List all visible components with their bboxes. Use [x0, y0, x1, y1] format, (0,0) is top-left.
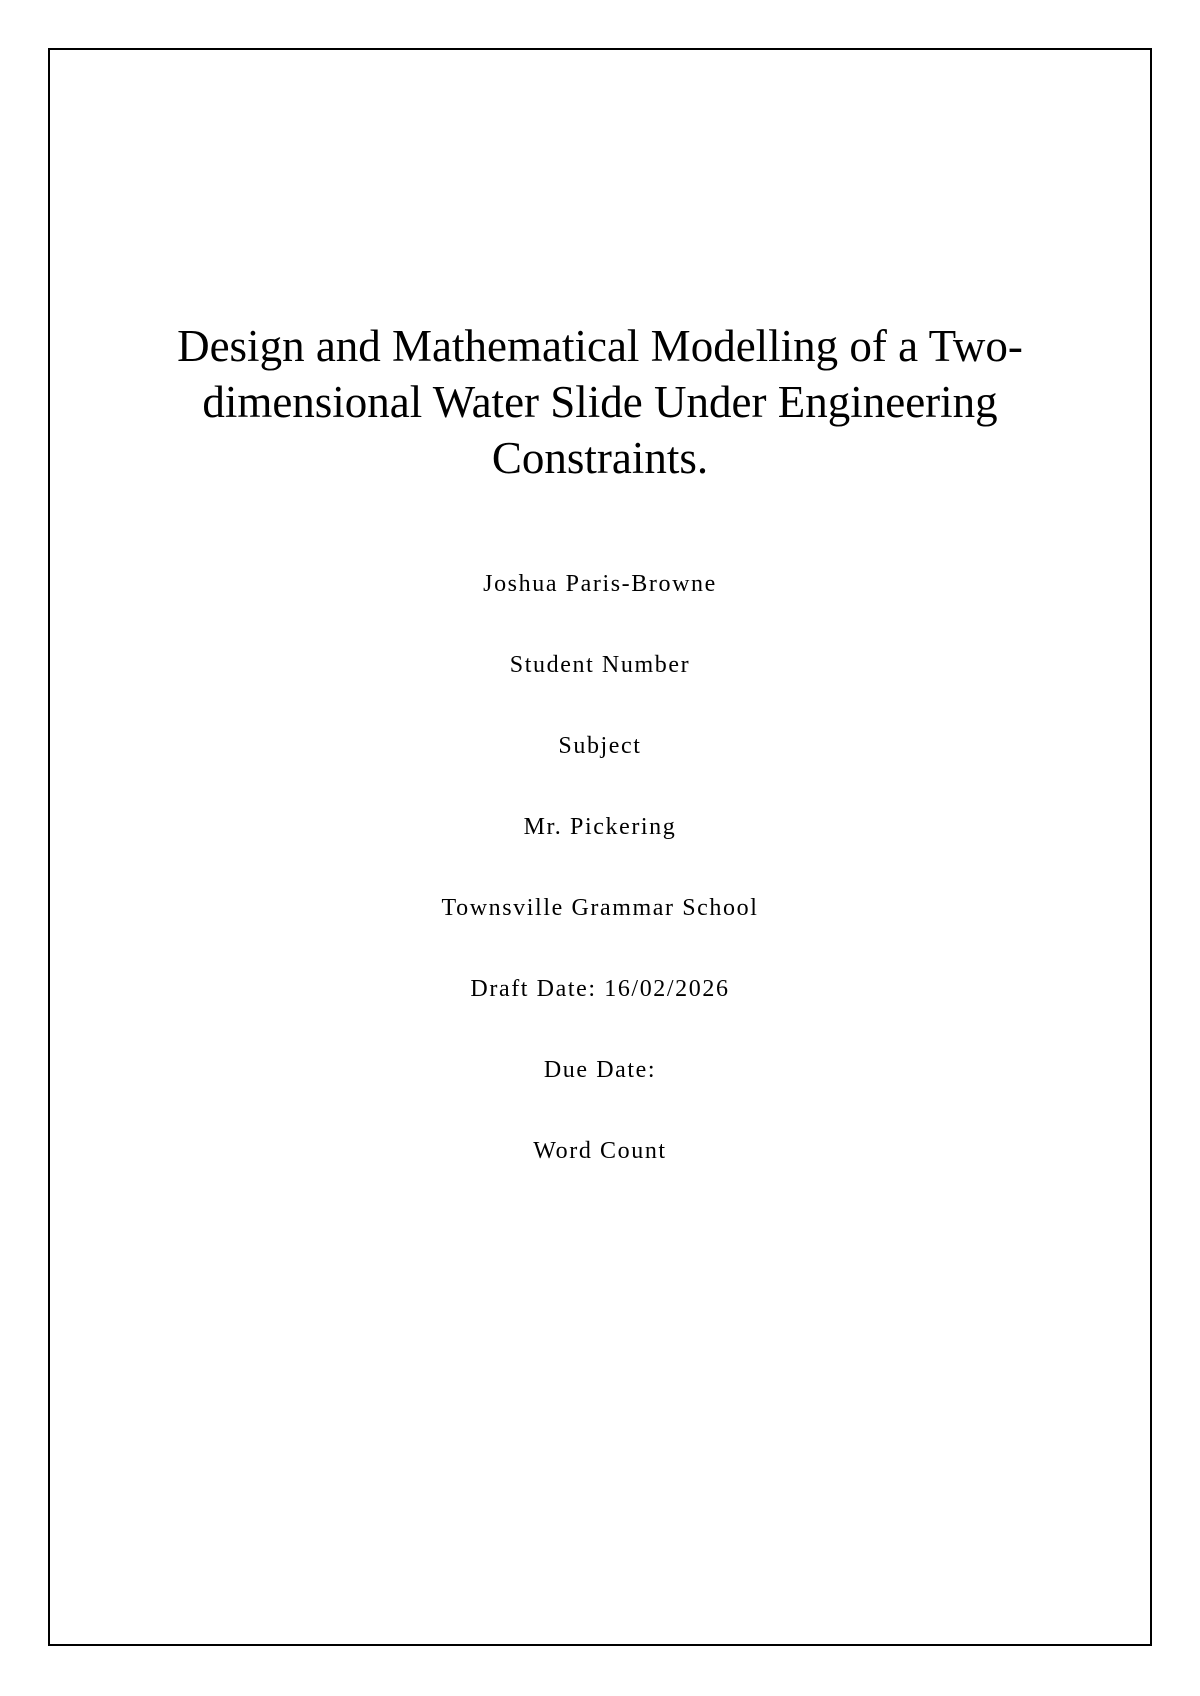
cover-details — [150, 568, 1050, 1216]
document-title: Design and Mathematical Modelling of a Two-dimensional Water Slide Under Engineering Constraints. — [177, 321, 1023, 483]
school-name: Townsville Grammar School — [441, 895, 759, 921]
student-number: Student Number — [509, 652, 691, 678]
author-name: Joshua Paris-Browne — [483, 571, 717, 597]
draft-date: Draft Date: 16/02/2026 — [470, 976, 730, 1002]
word-count: Word Count — [533, 1138, 667, 1164]
due-date: Due Date: — [543, 1057, 657, 1083]
subject: Subject — [558, 733, 642, 759]
teacher-name: Mr. Pickering — [523, 814, 677, 840]
